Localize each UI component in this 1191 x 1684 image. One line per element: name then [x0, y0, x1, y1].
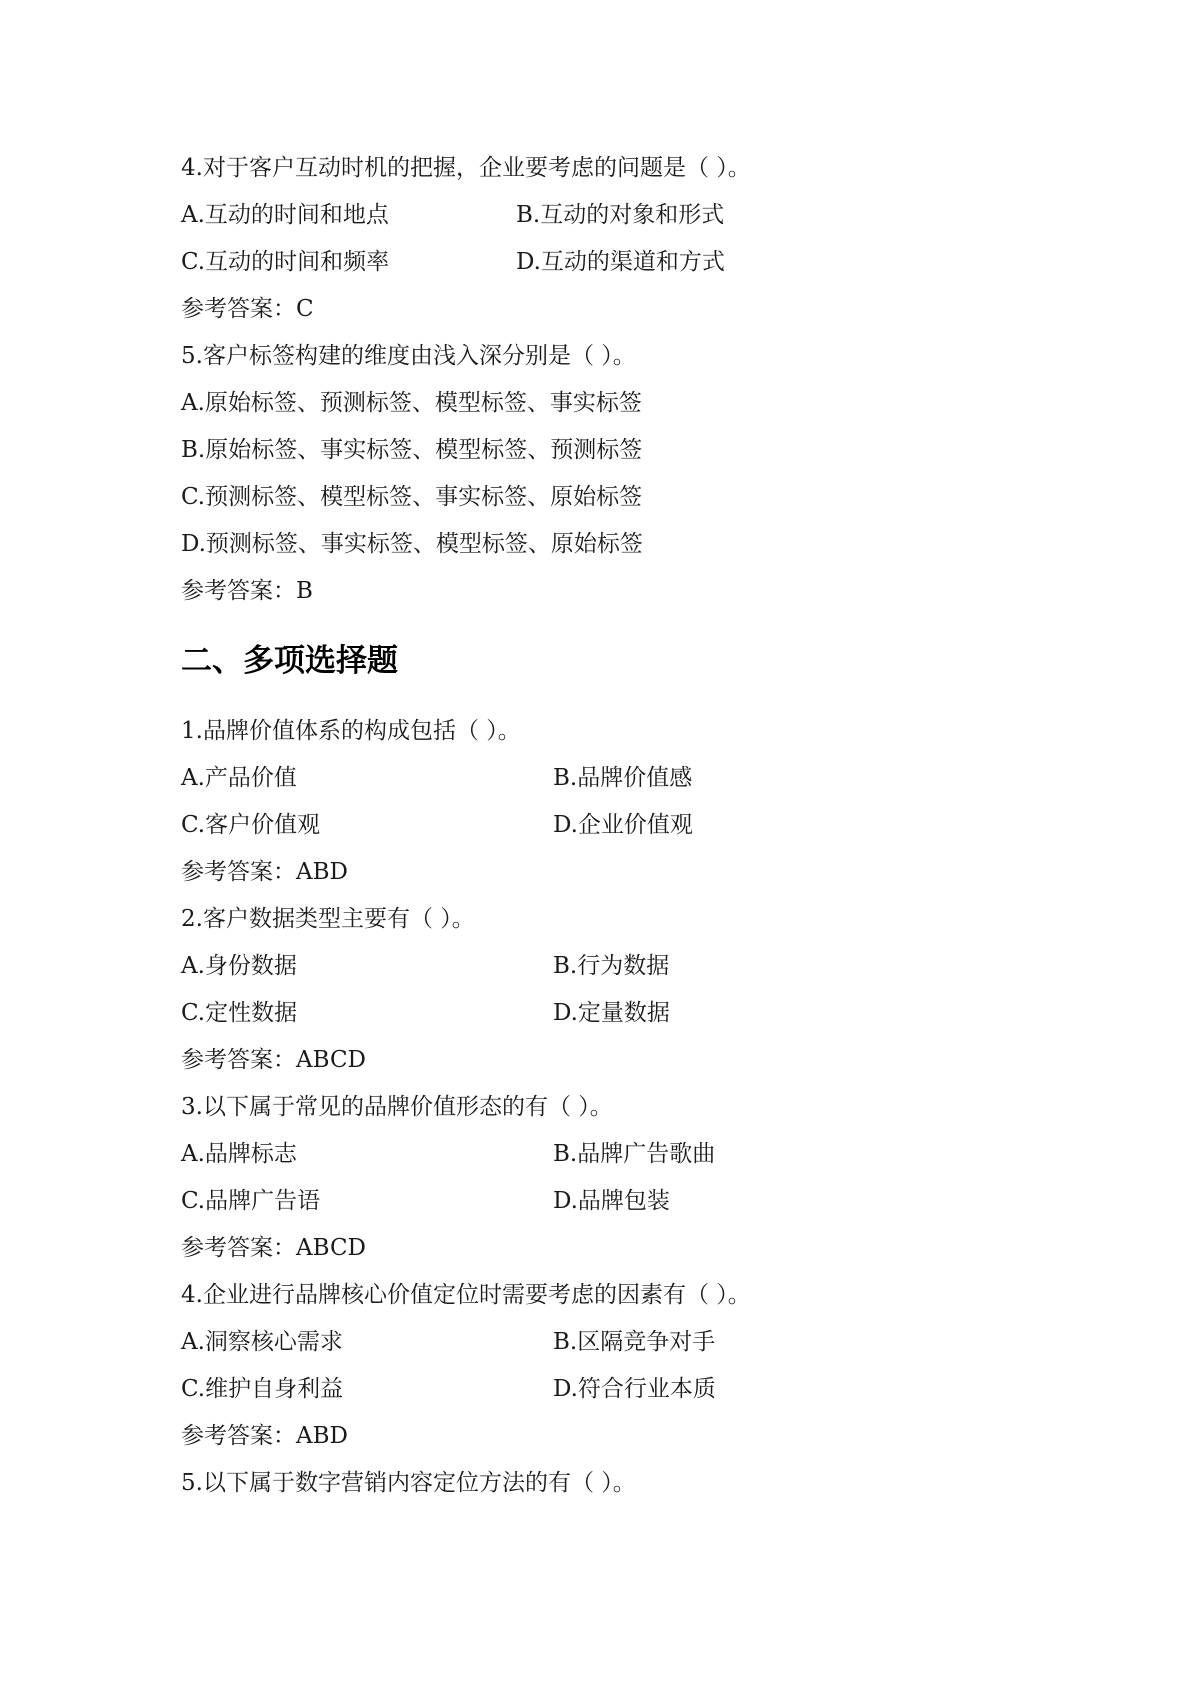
option-b: B.互动的对象和形式	[516, 202, 725, 228]
question-stem: 5.以下属于数字营销内容定位方法的有（ ）。	[181, 1470, 636, 1496]
question-stem: 3.以下属于常见的品牌价值形态的有（ ）。	[181, 1094, 613, 1120]
option-b: B.行为数据	[553, 953, 670, 979]
option-a: A.原始标签、预测标签、模型标签、事实标签	[181, 390, 642, 416]
option-c: C.品牌广告语	[181, 1188, 321, 1214]
option-row	[181, 755, 1011, 802]
option-b: B.原始标签、事实标签、模型标签、预测标签	[181, 437, 643, 463]
option-row	[181, 239, 1011, 286]
option-d: D.符合行业本质	[553, 1376, 716, 1402]
option-c: C.维护自身利益	[181, 1376, 344, 1402]
option-row	[181, 802, 1011, 849]
option-a: A.身份数据	[181, 953, 297, 979]
option-c: C.定性数据	[181, 1000, 298, 1026]
question-stem: 4.企业进行品牌核心价值定位时需要考虑的因素有（ ）。	[181, 1282, 751, 1308]
option-row	[181, 990, 1011, 1037]
question-stem: 2.客户数据类型主要有（ ）。	[181, 906, 475, 932]
option-c: C.互动的时间和频率	[181, 249, 390, 275]
reference-answer: 参考答案：ABCD	[181, 1047, 366, 1073]
option-d: D.互动的渠道和方式	[516, 249, 725, 275]
option-row	[181, 1319, 1011, 1366]
question-stem: 1.品牌价值体系的构成包括（ ）。	[181, 718, 521, 744]
option-row	[181, 1131, 1011, 1178]
option-row	[181, 1178, 1011, 1225]
option-d: D.预测标签、事实标签、模型标签、原始标签	[181, 531, 643, 557]
option-c: C.预测标签、模型标签、事实标签、原始标签	[181, 484, 643, 510]
option-row	[181, 943, 1011, 990]
reference-answer: 参考答案：ABD	[181, 859, 348, 885]
option-c: C.客户价值观	[181, 812, 321, 838]
option-b: B.区隔竞争对手	[553, 1329, 716, 1355]
option-a: A.产品价值	[181, 765, 297, 791]
option-row	[181, 1366, 1011, 1413]
question-stem: 4.对于客户互动时机的把握，企业要考虑的问题是（ ）。	[181, 155, 751, 181]
reference-answer: 参考答案：ABD	[181, 1423, 348, 1449]
option-d: D.品牌包装	[553, 1188, 670, 1214]
option-b: B.品牌价值感	[553, 765, 693, 791]
reference-answer: 参考答案：ABCD	[181, 1235, 366, 1261]
section-heading: 二、多项选择题	[181, 643, 398, 679]
option-row	[181, 192, 1011, 239]
option-a: A.品牌标志	[181, 1141, 297, 1167]
reference-answer: 参考答案：C	[181, 296, 314, 322]
option-b: B.品牌广告歌曲	[553, 1141, 716, 1167]
option-d: D.定量数据	[553, 1000, 670, 1026]
reference-answer: 参考答案：B	[181, 578, 313, 604]
option-a: A.互动的时间和地点	[181, 202, 389, 228]
document-page	[181, 145, 1011, 1507]
option-a: A.洞察核心需求	[181, 1329, 343, 1355]
question-stem: 5.客户标签构建的维度由浅入深分别是（ ）。	[181, 343, 636, 369]
option-d: D.企业价值观	[553, 812, 693, 838]
